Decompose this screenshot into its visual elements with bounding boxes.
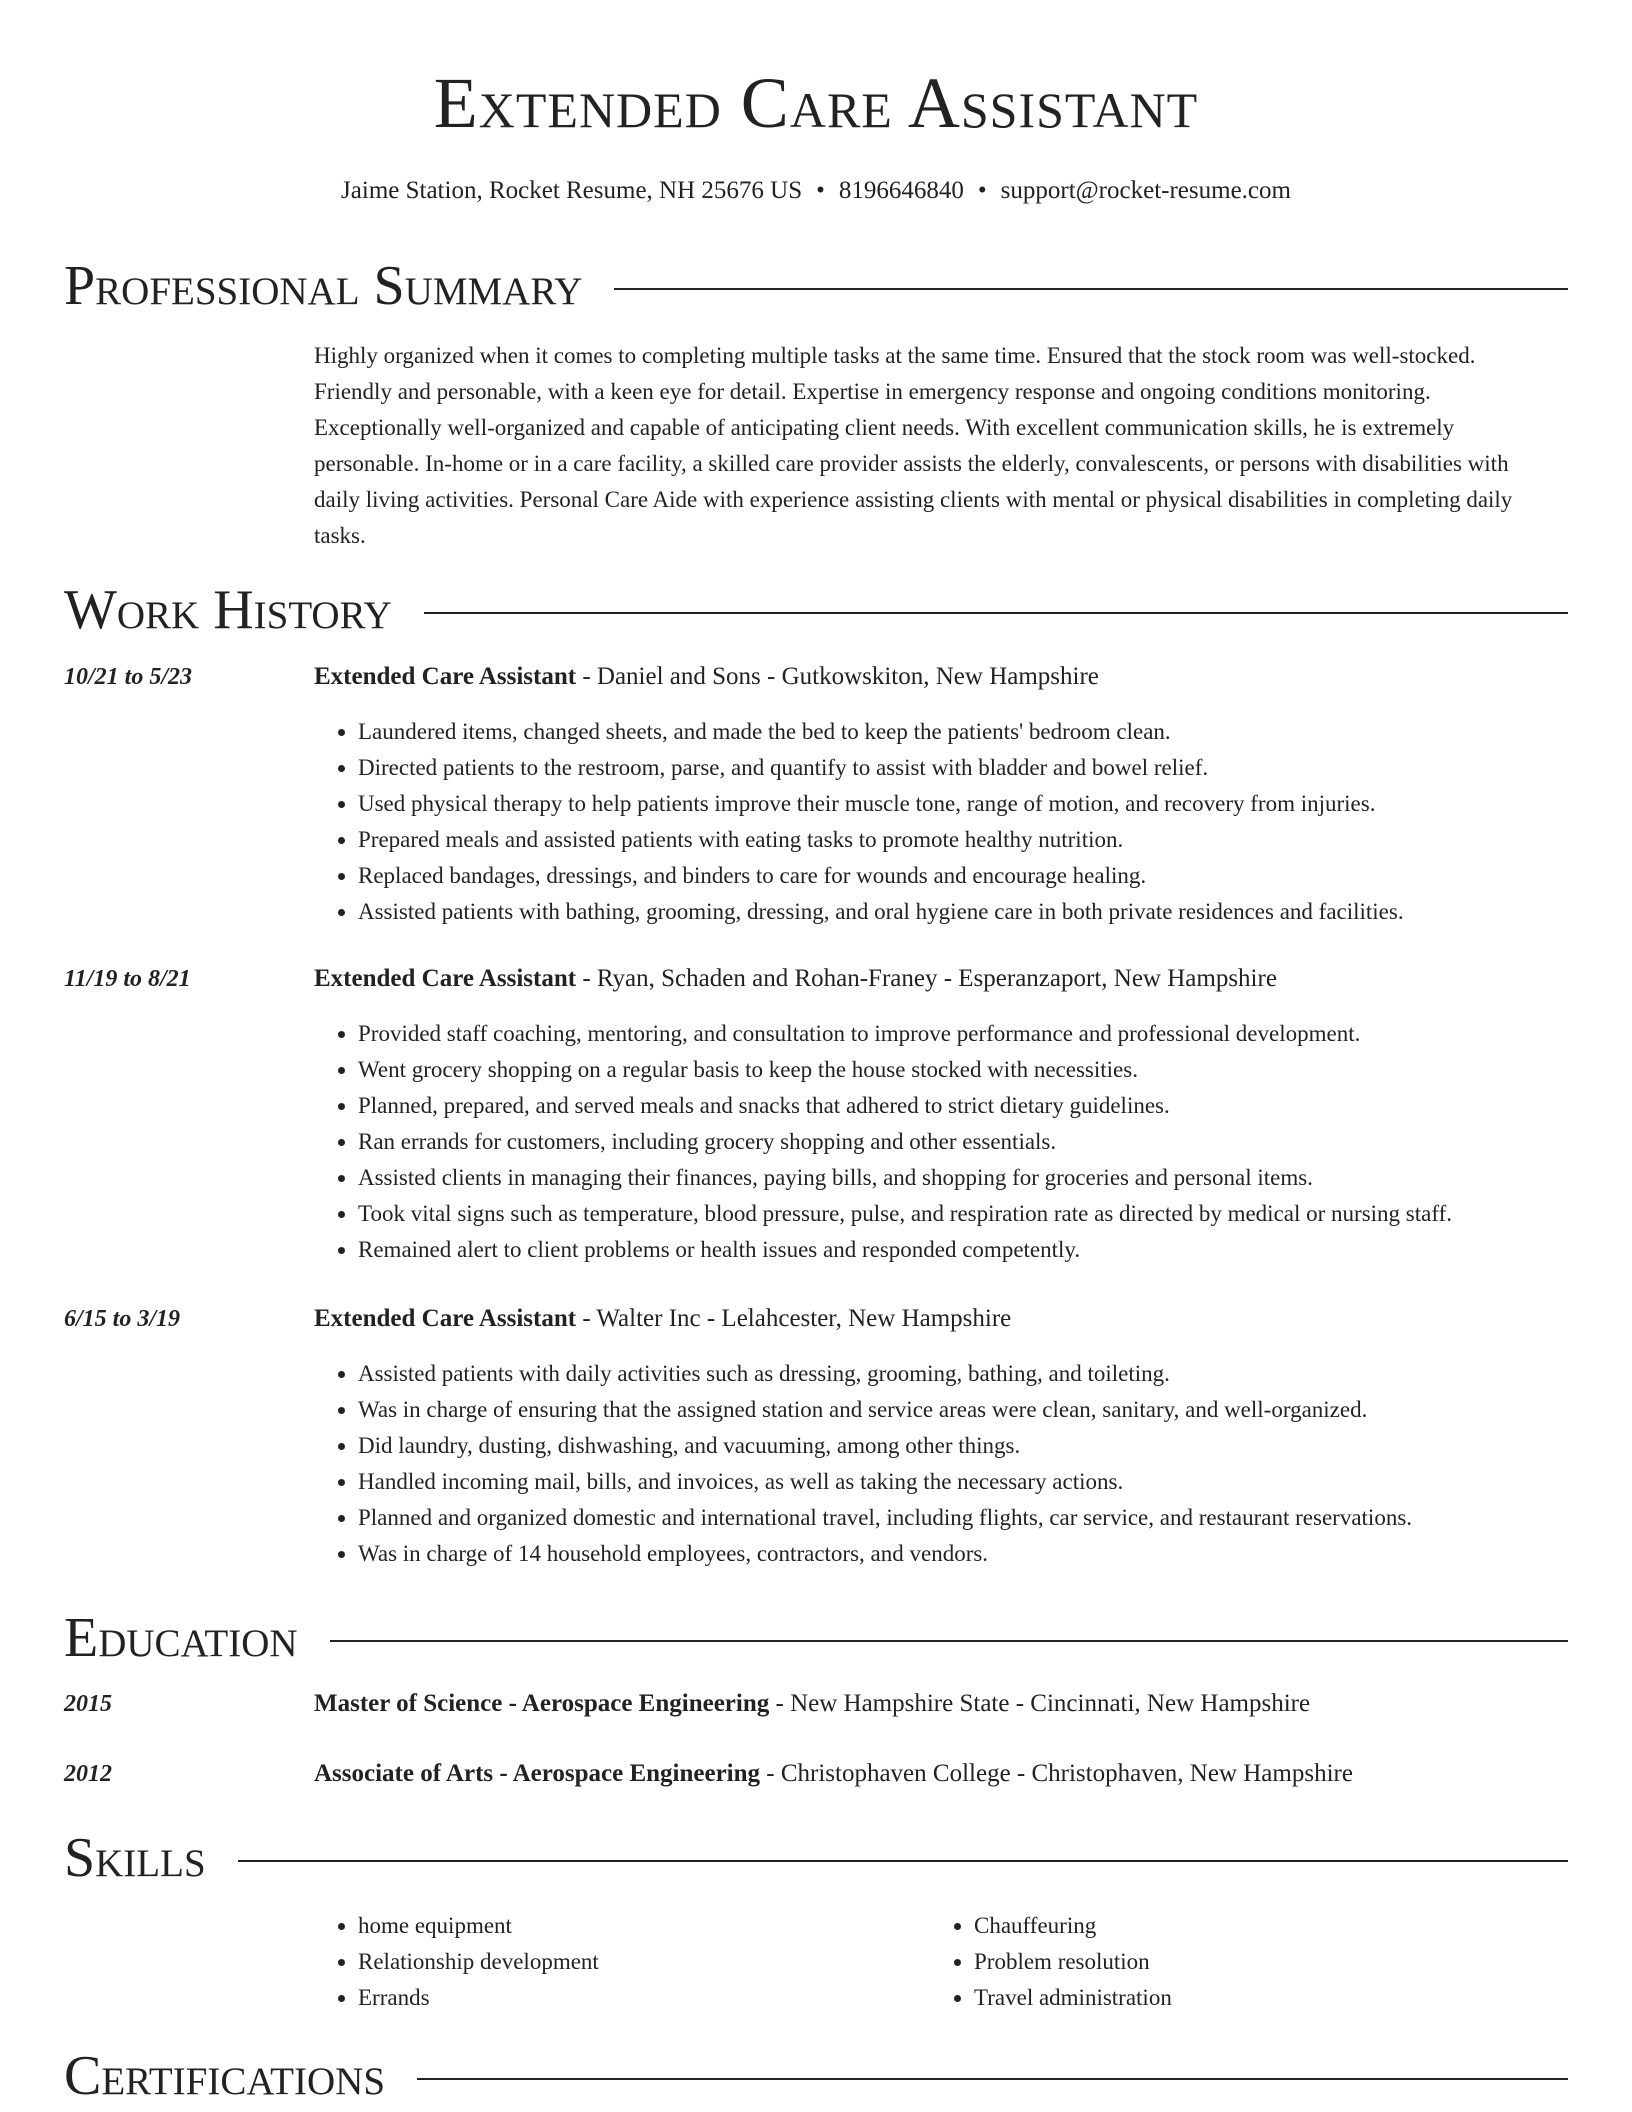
job-bullet: • Provided staff coaching, mentoring, and consultation to improve performance and professional development. [358, 1016, 1452, 1052]
job-headline [314, 962, 1277, 996]
job-date: 10/21 to 5/23 [64, 664, 193, 690]
education-date: 2012 [64, 1761, 112, 1787]
education-degree: Master of Science - Aerospace Engineering [314, 1690, 770, 1717]
skill-item: • Errands [358, 1980, 599, 2016]
section-divider [417, 2078, 1568, 2080]
section-title: Work History [64, 579, 392, 641]
job-bullet: • Assisted patients with daily activities such as dressing, grooming, bathing, and toileting. [358, 1356, 1412, 1392]
job-date: 6/15 to 3/19 [64, 1306, 181, 1332]
job-date: 11/19 to 8/21 [64, 966, 191, 992]
section-title: Certifications [64, 2045, 386, 2107]
education-headline [314, 1757, 1353, 1791]
job-bullet: • Replaced bandages, dressings, and binders to care for wounds and encourage healing. [358, 858, 1404, 894]
job-bullets [314, 1356, 1412, 1572]
contact-phone: 8196646840 [838, 177, 964, 204]
job-bullets [314, 714, 1404, 930]
summary-text: Highly organized when it comes to completing multiple tasks at the same time. Ensured that the stock room was well-stocked. Friendly and personable, with a keen eye for detail. Expertise in emergency response and ongoing conditions monitoring. Exceptionally well-organized and capable of anticipating client needs. With excellent communication skills, he is extremely personable. In-home or in a care facility, a skilled care provider assists the elderly, convalescents, or persons with disabilities with daily living activities. Personal Care Aide with experience assisting clients with mental or physical disabilities in completing daily tasks. [314, 343, 1513, 548]
job-title: Extended Care Assistant [314, 663, 577, 690]
skills-list-right [930, 1908, 1172, 2016]
skill-item: • Problem resolution [974, 1944, 1172, 1980]
section-divider [424, 612, 1568, 614]
section-divider [238, 1860, 1568, 1862]
job-details: - Walter Inc - Lelahcester, New Hampshire [576, 1305, 1012, 1332]
section-title: Education [64, 1607, 298, 1669]
job-details: - Daniel and Sons - Gutkowskiton, New Hampshire [576, 663, 1099, 690]
section-title: Skills [64, 1827, 206, 1889]
section-divider [330, 1640, 1568, 1642]
job-bullet: • Was in charge of ensuring that the assigned station and service areas were clean, sanitary, and well-organized. [358, 1392, 1412, 1428]
section-title: Professional Summary [64, 255, 583, 317]
skill-item: • Travel administration [974, 1980, 1172, 2016]
job-bullet: • Was in charge of 14 household employees, contractors, and vendors. [358, 1536, 1412, 1572]
section-education-heading [64, 1606, 1568, 1670]
skills-list-left [314, 1908, 599, 2016]
education-headline [314, 1687, 1310, 1721]
job-bullet: • Assisted patients with bathing, grooming, dressing, and oral hygiene care in both private residences and facilities. [358, 894, 1404, 930]
contact-line [0, 174, 1632, 208]
skill-item: • Chauffeuring [974, 1908, 1172, 1944]
job-bullets [314, 1016, 1452, 1268]
education-details: - Christophaven College - Christophaven, New Hampshire [760, 1760, 1353, 1787]
job-details: - Ryan, Schaden and Rohan-Franey - Esperanzaport, New Hampshire [576, 965, 1277, 992]
section-skills-heading [64, 1826, 1568, 1890]
contact-address: Jaime Station, Rocket Resume, NH 25676 US [341, 177, 803, 204]
job-bullet: • Used physical therapy to help patients improve their muscle tone, range of motion, and recovery from injuries. [358, 786, 1404, 822]
contact-separator: • [816, 177, 825, 204]
job-bullet: • Directed patients to the restroom, parse, and quantify to assist with bladder and bowel relief. [358, 750, 1404, 786]
section-summary-heading [64, 254, 1568, 318]
contact-separator: • [977, 177, 987, 204]
job-headline [314, 1302, 1011, 1336]
education-date: 2015 [64, 1691, 112, 1717]
job-bullet: • Laundered items, changed sheets, and made the bed to keep the patients' bedroom clean. [358, 714, 1404, 750]
section-work-heading [64, 578, 1568, 642]
contact-email: support@rocket-resume.com [1000, 177, 1291, 204]
job-bullet: • Did laundry, dusting, dishwashing, and vacuuming, among other things. [358, 1428, 1412, 1464]
job-bullet: • Prepared meals and assisted patients with eating tasks to promote healthy nutrition. [358, 822, 1404, 858]
job-bullet: • Went grocery shopping on a regular basis to keep the house stocked with necessities. [358, 1052, 1452, 1088]
skill-item: • home equipment [358, 1908, 599, 1944]
education-degree: Associate of Arts - Aerospace Engineering [314, 1760, 761, 1787]
page-title: Extended Care Assistant [433, 63, 1199, 143]
job-bullet: • Ran errands for customers, including grocery shopping and other essentials. [358, 1124, 1452, 1160]
job-bullet: • Remained alert to client problems or health issues and responded competently. [358, 1232, 1452, 1268]
job-bullet: • Handled incoming mail, bills, and invoices, as well as taking the necessary actions. [358, 1464, 1412, 1500]
job-bullet: • Took vital signs such as temperature, blood pressure, pulse, and respiration rate as directed by medical or nursing staff. [358, 1196, 1452, 1232]
section-divider [614, 288, 1568, 290]
job-bullet: • Planned and organized domestic and international travel, including flights, car service, and restaurant reservations. [358, 1500, 1412, 1536]
section-certifications-heading [64, 2044, 1568, 2108]
education-details: - New Hampshire State - Cincinnati, New Hampshire [769, 1690, 1311, 1717]
job-headline [314, 660, 1099, 694]
job-bullet: • Assisted clients in managing their finances, paying bills, and shopping for groceries and personal items. [358, 1160, 1452, 1196]
job-bullet: • Planned, prepared, and served meals and snacks that adhered to strict dietary guidelines. [358, 1088, 1452, 1124]
skill-item: • Relationship development [358, 1944, 599, 1980]
job-title: Extended Care Assistant [314, 965, 577, 992]
job-title: Extended Care Assistant [314, 1305, 577, 1332]
